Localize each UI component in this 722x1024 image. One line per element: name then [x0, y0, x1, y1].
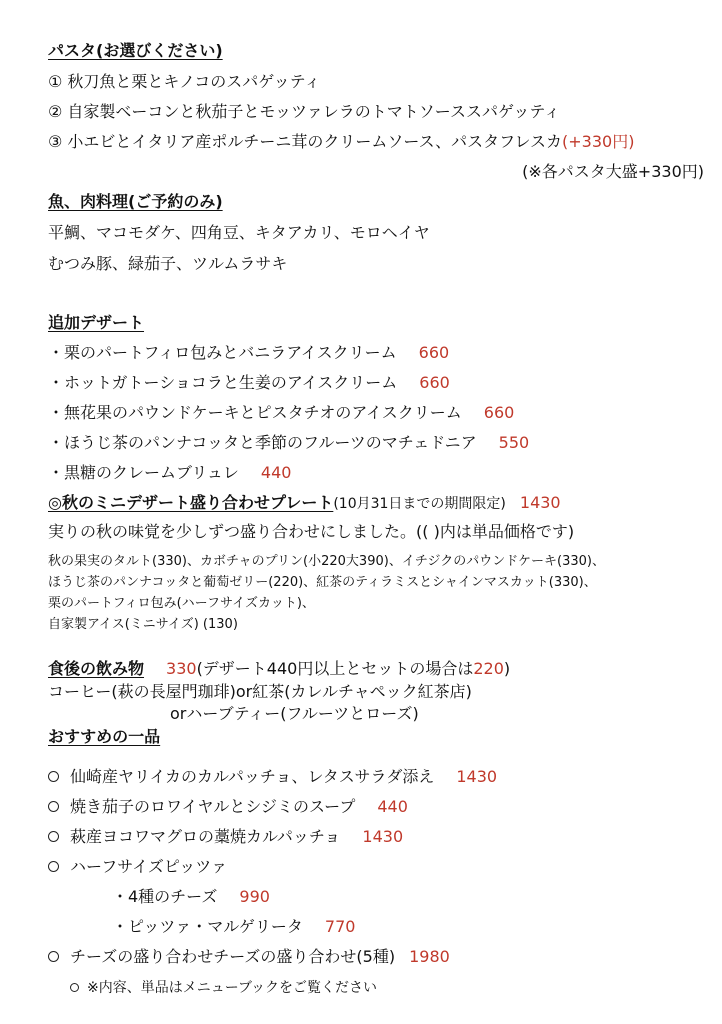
mini-plate-period: (10月31日までの期間限定): [333, 496, 506, 512]
recommend-price: 1430: [362, 827, 404, 846]
pizza-name: ・4種のチーズ: [112, 887, 218, 906]
recommend-price: 1430: [456, 767, 498, 786]
recommend-price: 440: [377, 797, 408, 816]
pizza-item: [112, 887, 270, 907]
circle-bullet-icon: [70, 983, 79, 992]
pasta-item-3-name: ③ 小エビとイタリア産ポルチーニ茸のクリームソース、パスタフレスカ: [48, 132, 562, 151]
dessert-item: [48, 403, 514, 423]
pasta-item-2: ② 自家製ベーコンと秋茄子とモッツァレラのトマトソーススパゲッティ: [48, 102, 561, 121]
mini-plate-detail-1: 秋の果実のタルト(330)、カボチャのプリン(小220大390)、イチジクのパウンドケーキ(330)、: [48, 554, 605, 569]
dessert-name: ・栗のパートフィロ包みとバニラアイスクリーム: [48, 343, 397, 362]
mini-plate-price: 1430: [519, 493, 561, 512]
drinks-price: 330: [166, 659, 197, 678]
pasta-item-3-price: (+330円): [562, 132, 635, 151]
circle-bullet-icon: [48, 831, 59, 842]
dessert-price: 660: [418, 343, 450, 362]
circle-bullet-icon: [48, 861, 59, 872]
recommend-name: ハーフサイズピッツァ: [70, 857, 228, 876]
pizza-price: 770: [324, 917, 356, 936]
pasta-item-3: [48, 132, 634, 152]
pizza-price: 990: [239, 887, 270, 906]
mini-plate-detail-4: 自家製アイス(ミニサイズ) (130): [48, 617, 238, 632]
dessert-price: 550: [498, 433, 530, 452]
cheese-name: チーズの盛り合わせチーズの盛り合わせ(5種): [70, 947, 396, 966]
dessert-item: [48, 463, 291, 483]
drinks-condition-end: ): [503, 659, 511, 678]
recommend-item: [48, 827, 403, 847]
recommend-item: [48, 857, 227, 877]
recommend-heading: おすすめの一品: [48, 727, 161, 746]
mini-plate-detail-3: 栗のパートフィロ包み(ハーフサイズカット)、: [48, 596, 315, 611]
footnote: [70, 979, 377, 997]
pizza-item: [112, 917, 355, 937]
cheese-item: [48, 947, 450, 967]
recommend-name: 萩産ヨコワマグロの藁焼カルパッチョ: [70, 827, 341, 846]
dessert-name: ・ホットガトーショコラと生姜のアイスクリーム: [48, 373, 398, 392]
dessert-name: ・無花果のパウンドケーキとピスタチオのアイスクリーム: [48, 403, 462, 422]
dessert-price: 660: [483, 403, 515, 422]
dessert-name: ・ほうじ茶のパンナコッタと季節のフルーツのマチェドニア: [48, 433, 477, 452]
drinks-heading-line: [48, 659, 510, 679]
drinks-heading: 食後の飲み物: [48, 659, 145, 678]
dessert-item: [48, 343, 449, 363]
mini-plate-desc: 実りの秋の味覚を少しずつ盛り合わせにしました。(( )内は単品価格です): [48, 522, 575, 541]
drinks-condition: (デザート440円以上とセットの場合は: [196, 659, 474, 678]
circle-bullet-icon: [48, 951, 59, 962]
circle-bullet-icon: [48, 771, 59, 782]
recommend-name: 仙崎産ヤリイカのカルパッチョ、レタスサラダ添え: [70, 767, 435, 786]
dessert-name: ・黒糖のクレームブリュレ: [48, 463, 239, 482]
recommend-name: 焼き茄子のロワイヤルとシジミのスープ: [70, 797, 356, 816]
pasta-item-1: ① 秋刀魚と栗とキノコのスパゲッティ: [48, 72, 321, 91]
pizza-name: ・ピッツァ・マルゲリータ: [112, 917, 303, 936]
recommend-item: [48, 797, 408, 817]
circle-bullet-icon: [48, 801, 59, 812]
footnote-text: ※内容、単品はメニューブックをご覧ください: [87, 980, 378, 996]
dessert-price: 660: [419, 373, 450, 392]
pasta-heading: パスタ(お選びください): [48, 41, 223, 60]
dessert-price: 440: [260, 463, 292, 482]
drinks-line-1: コーヒー(萩の長屋門珈琲)or紅茶(カレルチャペック紅茶店): [48, 682, 472, 701]
mini-plate-detail-2: ほうじ茶のパンナコッタと葡萄ゼリー(220)、紅茶のティラミスとシャインマスカット(330)、: [48, 575, 597, 590]
fish-meat-line-2: むつみ豚、緑茄子、ツルムラサキ: [48, 254, 288, 273]
recommend-item: [48, 767, 497, 787]
dessert-item: [48, 433, 529, 453]
mini-plate-title: ◎秋のミニデザート盛り合わせプレート: [48, 493, 334, 512]
pasta-note: (※各パスタ大盛+330円): [522, 162, 704, 181]
drinks-set-price: 220: [473, 659, 504, 678]
dessert-item: [48, 373, 450, 393]
cheese-price: 1980: [409, 947, 450, 966]
mini-plate-title-line: [48, 493, 561, 513]
fish-meat-heading: 魚、肉料理(ご予約のみ): [48, 192, 223, 211]
fish-meat-line-1: 平鯛、マコモダケ、四角豆、キタアカリ、モロヘイヤ: [48, 223, 430, 242]
dessert-heading: 追加デザート: [48, 313, 145, 332]
drinks-line-2: orハーブティー(フルーツとローズ): [170, 704, 419, 723]
